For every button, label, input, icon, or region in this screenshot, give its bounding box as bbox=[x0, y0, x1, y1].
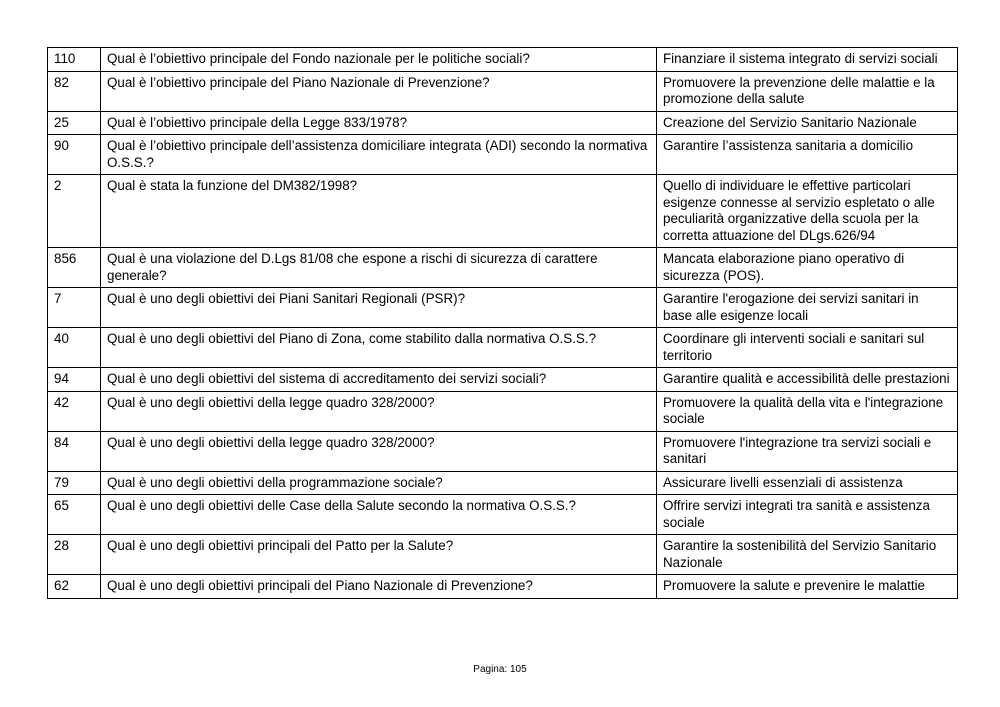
table-row bbox=[48, 175, 958, 248]
row-question: Qual è stata la funzione del DM382/1998? bbox=[101, 175, 657, 248]
qa-table bbox=[47, 47, 958, 599]
table-row bbox=[48, 495, 958, 535]
row-id: 110 bbox=[48, 48, 101, 72]
row-question: Qual è uno degli obiettivi delle Case della Salute secondo la normativa O.S.S.? bbox=[101, 495, 657, 535]
row-id: 62 bbox=[48, 575, 101, 599]
table-row bbox=[48, 431, 958, 471]
row-question: Qual è una violazione del D.Lgs 81/08 che espone a rischi di sicurezza di carattere generale? bbox=[101, 248, 657, 288]
row-answer: Promuovere la qualità della vita e l'integrazione sociale bbox=[657, 391, 958, 431]
table-row bbox=[48, 471, 958, 495]
row-answer: Garantire la sostenibilità del Servizio Sanitario Nazionale bbox=[657, 535, 958, 575]
row-id: 84 bbox=[48, 431, 101, 471]
row-answer: Promuovere la prevenzione delle malattie e la promozione della salute bbox=[657, 71, 958, 111]
table-row bbox=[48, 328, 958, 368]
row-id: 94 bbox=[48, 368, 101, 392]
table-row bbox=[48, 288, 958, 328]
row-id: 90 bbox=[48, 135, 101, 175]
row-id: 856 bbox=[48, 248, 101, 288]
row-question: Qual è uno degli obiettivi della legge quadro 328/2000? bbox=[101, 391, 657, 431]
row-id: 40 bbox=[48, 328, 101, 368]
table-row bbox=[48, 368, 958, 392]
row-question: Qual è l’obiettivo principale del Piano Nazionale di Prevenzione? bbox=[101, 71, 657, 111]
table-row bbox=[48, 135, 958, 175]
row-answer: Mancata elaborazione piano operativo di sicurezza (POS). bbox=[657, 248, 958, 288]
row-id: 7 bbox=[48, 288, 101, 328]
row-answer: Garantire qualità e accessibilità delle prestazioni bbox=[657, 368, 958, 392]
row-answer: Finanziare il sistema integrato di servizi sociali bbox=[657, 48, 958, 72]
row-question: Qual è uno degli obiettivi dei Piani Sanitari Regionali (PSR)? bbox=[101, 288, 657, 328]
qa-table-body bbox=[48, 48, 958, 599]
row-question: Qual è l’obiettivo principale dell’assistenza domiciliare integrata (ADI) secondo la normativa O.S.S.? bbox=[101, 135, 657, 175]
row-answer: Garantire l'erogazione dei servizi sanitari in base alle esigenze locali bbox=[657, 288, 958, 328]
row-question: Qual è uno degli obiettivi del Piano di Zona, come stabilito dalla normativa O.S.S.? bbox=[101, 328, 657, 368]
table-row bbox=[48, 575, 958, 599]
row-id: 25 bbox=[48, 111, 101, 135]
row-id: 42 bbox=[48, 391, 101, 431]
table-row bbox=[48, 71, 958, 111]
row-answer: Garantire l’assistenza sanitaria a domicilio bbox=[657, 135, 958, 175]
row-answer: Promuovere l'integrazione tra servizi sociali e sanitari bbox=[657, 431, 958, 471]
table-row bbox=[48, 48, 958, 72]
row-answer: Offrire servizi integrati tra sanità e assistenza sociale bbox=[657, 495, 958, 535]
row-answer: Quello di individuare le effettive particolari esigenze connesse al servizio espletato o alle peculiarità organizzative della scuola per la corretta attuazione del DLgs.626/94 bbox=[657, 175, 958, 248]
row-id: 79 bbox=[48, 471, 101, 495]
table-row bbox=[48, 391, 958, 431]
table-row bbox=[48, 111, 958, 135]
row-question: Qual è l’obiettivo principale del Fondo nazionale per le politiche sociali? bbox=[101, 48, 657, 72]
row-question: Qual è uno degli obiettivi principali del Piano Nazionale di Prevenzione? bbox=[101, 575, 657, 599]
row-question: Qual è uno degli obiettivi principali del Patto per la Salute? bbox=[101, 535, 657, 575]
row-id: 65 bbox=[48, 495, 101, 535]
row-answer: Coordinare gli interventi sociali e sanitari sul territorio bbox=[657, 328, 958, 368]
row-answer: Assicurare livelli essenziali di assistenza bbox=[657, 471, 958, 495]
row-question: Qual è uno degli obiettivi della programmazione sociale? bbox=[101, 471, 657, 495]
table-row bbox=[48, 535, 958, 575]
table-row bbox=[48, 248, 958, 288]
row-id: 2 bbox=[48, 175, 101, 248]
row-id: 28 bbox=[48, 535, 101, 575]
row-question: Qual è uno degli obiettivi della legge quadro 328/2000? bbox=[101, 431, 657, 471]
row-answer: Creazione del Servizio Sanitario Nazionale bbox=[657, 111, 958, 135]
row-answer: Promuovere la salute e prevenire le malattie bbox=[657, 575, 958, 599]
page-number: Pagina: 105 bbox=[473, 664, 527, 675]
row-question: Qual è uno degli obiettivi del sistema di accreditamento dei servizi sociali? bbox=[101, 368, 657, 392]
row-id: 82 bbox=[48, 71, 101, 111]
row-question: Qual è l’obiettivo principale della Legge 833/1978? bbox=[101, 111, 657, 135]
